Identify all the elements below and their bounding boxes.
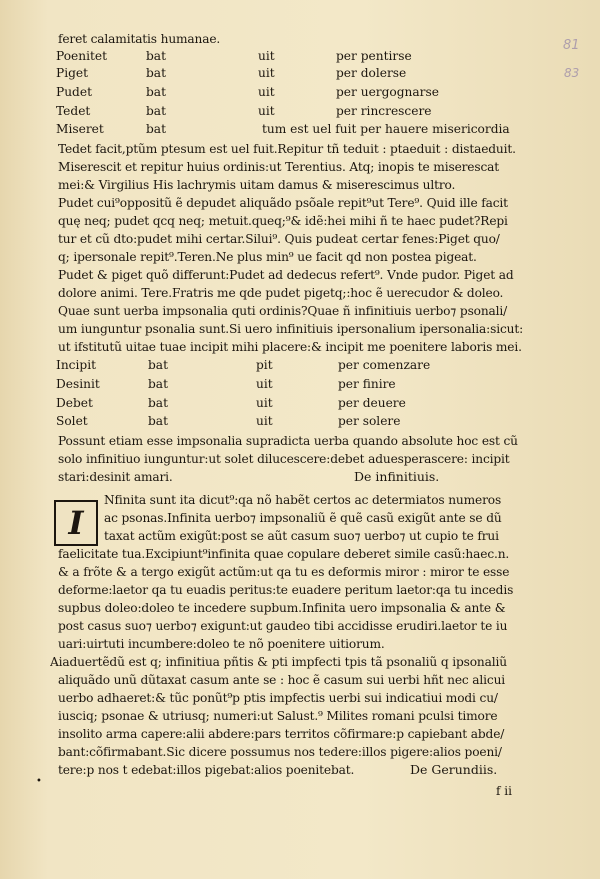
text-line: uerbo adhaeret:& tũc ponũt⁹p ptis impfectis uerbi sui indicatiui modi cu/ — [58, 691, 498, 705]
text-line: taxat actũm exigũt:post se aũt casum suo⁊ uerbo⁊ ut cupio te frui — [104, 529, 499, 543]
text-line: ut ifstitutũ uitae tuae incipit mihi placere:& incipit me poenitere laboris mei. — [58, 340, 522, 354]
text-line: um iunguntur psonalia sunt.Si uero infinitiuis ipersonalium ipersonalia:sicut: — [58, 322, 524, 336]
text-line: feret calamitatis humanae. — [58, 32, 221, 46]
conj-col4: per finire — [338, 377, 396, 391]
conj-col3: pit — [256, 358, 273, 372]
conj-col3: uit — [258, 85, 275, 99]
text-line: tur et cũ dto:pudet mihi certar.Silui⁹. Quis pudeat certar fenes:Piget quo/ — [58, 232, 500, 246]
conj-verb: Tedet — [56, 104, 91, 118]
conj-col2: bat — [148, 396, 168, 410]
text-line: bant:cõfirmabant.Sic dicere possumus nos tedere:illos pigere:alios poeni/ — [58, 745, 502, 759]
section-heading-infinitiuis: De infinitiuis. — [354, 469, 440, 484]
margin-dot: • — [36, 776, 42, 787]
conj-verb: Pudet — [56, 85, 92, 99]
conj-col2: bat — [146, 122, 166, 136]
conj-col3: tum est uel fuit per hauere misericordia — [262, 122, 510, 136]
conj-col4: per uergognarse — [336, 85, 439, 99]
illuminated-initial: I — [54, 500, 98, 546]
conj-verb: Miseret — [56, 122, 104, 136]
conj-col4: per dolerse — [336, 66, 407, 80]
conj-col2: bat — [146, 104, 166, 118]
text-line: aliquãdo unũ dũtaxat casum ante se : hoc ẽ casum sui uerbi hñt nec alicui — [58, 673, 506, 687]
conj-col4: per solere — [338, 414, 401, 428]
text-line: Pudet cui⁹oppositũ ẽ depudet aliquãdo psõale repit⁹ut Tere⁹. Quid ille facit — [58, 196, 508, 210]
margin-note-2: 83 — [564, 66, 580, 80]
text-line: Tedet facit,ptũm ptesum est uel fuit.Repitur tñ teduit : ptaeduit : distaeduit. — [58, 142, 516, 156]
text-line: insolito arma capere:alii abdere:pars territos cõfirmare:p capiebant abde/ — [58, 727, 505, 741]
signature-mark: f ii — [496, 784, 512, 798]
conj-col3: uit — [258, 104, 275, 118]
text-line: deforme:laetor qa tu euadis peritus:te euadere peritum laetor:qa tu incedis — [58, 583, 514, 597]
conj-col4: per rincrescere — [336, 104, 432, 118]
text-line: & a frõte & a tergo exigũt actũm:ut qa tu es deformis miror : miror te esse — [58, 565, 510, 579]
text-line: stari:desinit amari. — [58, 470, 173, 484]
conj-col3: uit — [258, 66, 275, 80]
text-line: mei:& Virgilius His lachrymis uitam damus & miserescimus ultro. — [58, 178, 456, 192]
text-line: q; ipersonale repit⁹.Teren.Ne plus min⁹ ue facit qd non postea pigeat. — [58, 250, 477, 264]
text-line: post casus suo⁊ uerbo⁊ exigunt:ut gaudeo tibi accidisse erudiri.laetor te iu — [58, 619, 508, 633]
conj-verb: Poenitet — [56, 49, 108, 63]
text-line: tere:p nos t edebat:illos pigebat:alios poenitebat. — [58, 763, 355, 777]
conj-verb: Debet — [56, 396, 93, 410]
text-line: ac psonas.Infinita uerbo⁊ impsonaliũ ẽ quẽ casũ exigũt ante se dũ — [104, 511, 502, 525]
text-line: Possunt etiam esse impsonalia supradicta uerba quando absolute hoc est cũ — [58, 434, 518, 448]
text-line: solo infinitiuo iunguntur:ut solet dilucescere:debet aduesperascere: incipit — [58, 452, 510, 466]
conj-verb: Piget — [56, 66, 89, 80]
conj-col3: uit — [256, 396, 273, 410]
text-line: supbus doleo:doleo te incedere supbum.Infinita uero impsonalia & ante & — [58, 601, 506, 615]
text-line: Miserescit et repitur huius ordinis:ut Terentius. Atq; inopis te miserescat — [58, 160, 500, 174]
conj-col3: uit — [256, 377, 273, 391]
conj-col2: bat — [148, 358, 168, 372]
conj-verb: Desinit — [56, 377, 100, 391]
margin-note-1: 81 — [563, 38, 580, 53]
conj-col4: per comenzare — [338, 358, 431, 372]
text-line: quę neq; pudet qcq neq; metuit.queq;⁹& idẽ:hei mihi ñ te haec pudet?Repi — [58, 214, 508, 228]
conj-col2: bat — [146, 85, 166, 99]
conj-col4: per deuere — [338, 396, 406, 410]
conj-col3: uit — [256, 414, 273, 428]
conj-col2: bat — [148, 414, 168, 428]
conj-verb: Solet — [56, 414, 88, 428]
conj-verb: Incipit — [56, 358, 96, 372]
text-line: Quae sunt uerba impsonalia quti ordinis?Quae ñ infinitiuis uerbo⁊ psonali/ — [58, 304, 508, 318]
conj-col2: bat — [146, 49, 166, 63]
text-line: Pudet & piget quõ differunt:Pudet ad dedecus refert⁹. Vnde pudor. Piget ad — [58, 268, 514, 282]
text-line: iusciq; psonae & utriusq; numeri:ut Salust.⁹ Milites romani pculsi timore — [58, 709, 498, 723]
text-line: uari:uirtuti incumbere:doleo te nõ poenitere uitiorum. — [58, 637, 385, 651]
text-line: Nfinita sunt ita dicut⁹:qa nõ habẽt certos ac determiatos numeros — [104, 493, 502, 507]
conj-col2: bat — [148, 377, 168, 391]
conj-col2: bat — [146, 66, 166, 80]
conj-col3: uit — [258, 49, 275, 63]
text-line: Aiaduertẽdũ est q; infinitiua pñtis & pti impfecti tpis tã psonaliũ q ipsonaliũ — [50, 655, 507, 669]
text-line: dolore animi. Tere.Fratris me qde pudet pigetq;:hoc ẽ uerecudor & doleo. — [58, 286, 504, 300]
conj-col4: per pentirse — [336, 49, 412, 63]
section-heading-gerundiis: De Gerundiis. — [410, 762, 498, 777]
text-line: faelicitate tua.Excipiunt⁹infinita quae copulare deberet simile casũ:haec.n. — [58, 547, 510, 561]
